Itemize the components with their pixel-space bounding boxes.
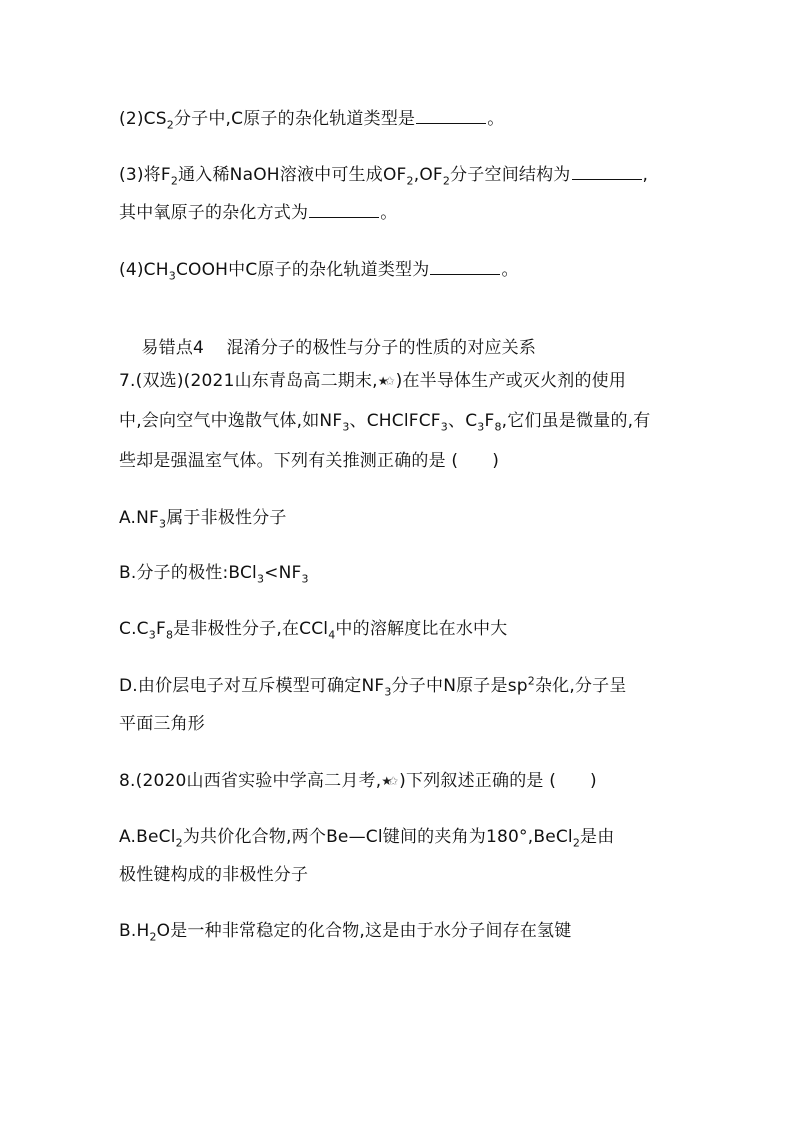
subscript: 2 [170, 174, 179, 188]
question-7-option-b: B.分子的极性$:BCl_3<NF_3$ [119, 563, 309, 586]
text: 。 [380, 203, 398, 223]
question-7-line-2: 中,会向空气中逸散气体,如$NF_3$、CHClFCF$_3$、$C_3F_8$,它们虽是微量的,有 [119, 411, 651, 434]
text: 中,会向空气中逸散气体,如NF [119, 411, 343, 431]
question-8-option-b: $B.H_2O$是一种非常稳定的化合物,这是由于水分子间存在氢键 [119, 921, 572, 944]
question-8-option-a-line-1: A.BeCl$_2$为共价化合物,两个Be—Cl键间的夹角为180°,BeCl$_2$是由 [119, 827, 615, 850]
text: , [642, 165, 649, 185]
answer-blank[interactable] [309, 203, 379, 218]
text: 通入稀NaOH溶液中可生成OF [178, 165, 407, 185]
question-7-option-c: $C.C_3F_8$是非极性分子,在CCl$_4$中的溶解度比在水中大 [119, 619, 508, 642]
answer-blank[interactable] [430, 260, 500, 275]
difficulty-stars-icon: ★✩ [381, 774, 395, 788]
answer-paren-close: ) [492, 451, 500, 471]
question-2 [119, 108, 504, 130]
text: 些却是强温室气体。下列有关推测正确的是 [119, 451, 446, 471]
text: )下列叙述正确的是 [399, 771, 544, 791]
answer-blank[interactable] [572, 165, 642, 180]
text: 7.(双选)(2021山东青岛高二期末, [119, 371, 378, 391]
text: (3)将F [119, 165, 171, 185]
question-8-line-1 [119, 770, 597, 792]
text: 分子空间结构为 [450, 165, 571, 185]
question-7-option-d-line-2: 平面三角形 [119, 714, 205, 734]
question-7-line-3 [119, 450, 499, 472]
subscript: 3 [168, 269, 176, 283]
subscript: 2 [442, 174, 451, 188]
question-4 [119, 259, 519, 281]
section-title: 易错点4 混淆分子的极性与分子的性质的对应关系 [141, 338, 537, 358]
text: )在半导体生产或灭火剂的使用 [395, 371, 627, 391]
question-7-line-1 [119, 370, 626, 392]
text: 。 [501, 260, 519, 280]
subscript: 2 [166, 118, 174, 132]
answer-paren-open: ( [451, 451, 459, 471]
answer-paren-close: ) [590, 771, 597, 791]
text: (2)CS [119, 109, 167, 129]
answer-blank[interactable] [416, 109, 486, 124]
text: (4)CH [119, 260, 169, 280]
question-3-line-2 [119, 202, 397, 224]
question-7-option-d-line-1: D.由价层电子对互斥模型可确定$NF_3$分子中N原子是$sp^2$杂化,分子呈 [119, 674, 627, 699]
text: ,OF [413, 165, 443, 185]
question-8-option-a-line-2: 极性键构成的非极性分子 [119, 865, 309, 885]
text: COOH中C原子的杂化轨道类型为 [175, 260, 430, 280]
subscript: 2 [406, 174, 414, 188]
question-3-line-1 [119, 164, 648, 186]
question-7-option-a: $A.NF_3$属于非极性分子 [119, 508, 287, 531]
text: 。 [487, 109, 505, 129]
text: 8.(2020山西省实验中学高二月考, [119, 771, 382, 791]
text: 其中氧原子的杂化方式为 [119, 203, 309, 223]
answer-paren-open: ( [549, 771, 557, 791]
difficulty-stars-icon: ★✩ [377, 374, 391, 388]
text: 分子中,C原子的杂化轨道类型是 [173, 109, 416, 129]
